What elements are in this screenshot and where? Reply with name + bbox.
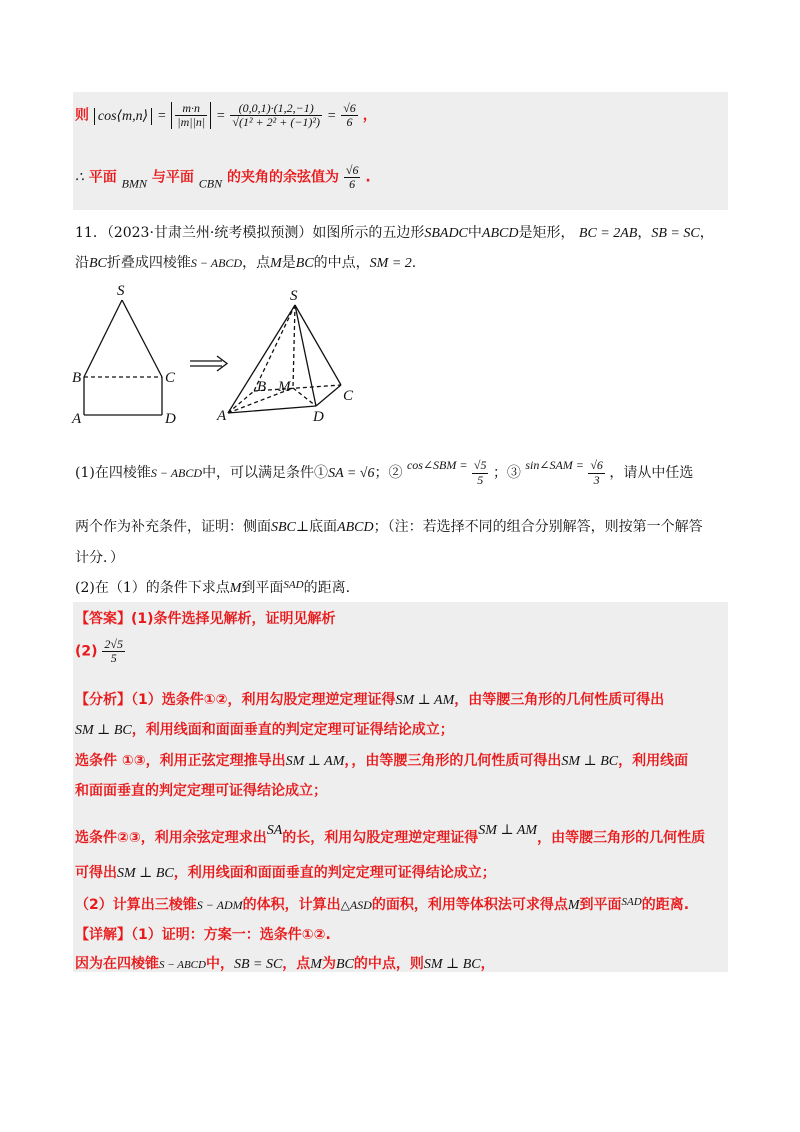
right-edge-sd [295,305,316,406]
frac-cos-sbm: $\frac{√5}{5}$ [473,458,487,487]
problem-line-2: 沿BC折叠成四棱锥S − ABCD，点M是BC的中点，SM = 2. [75,255,417,271]
frac-vectors: $\frac{(0,0,1)\cdot(1,2,-1)}{\text{√(1² + 2² + (−1)²)}}$ [232,101,321,130]
right-edge-sc [295,305,341,385]
analysis-line-2: SM ⊥ BC，利用线面和面面垂直的判定定理可证得结论成立； [75,722,454,738]
label-c-right: C [343,388,354,404]
eq-sign: = [216,108,226,124]
frac-cos-value: $\frac{√6}{6}$ [345,163,359,192]
label-a-right: A [217,408,227,424]
right-edge-sm-dashed [293,305,295,388]
with-plane-text: 与平面 [151,169,194,186]
problem-line-1: 11．（2023·甘肃兰州·统考模拟预测）如图所示的五边形SBADC中ABCD是矩形， BC = 2AB，SB = SC， [75,225,714,241]
plane-cbn: CBN [198,176,223,191]
period: . [365,169,371,186]
question-1-line-1: (1)在四棱锥S − ABCD中，可以满足条件①SA = √6；② cos∠SBM = $\frac{√5}{5}$ ；③ sin∠SAM = $\frac{√6}{3}$ ，请从中任选 [75,458,694,487]
eq-sign: = [326,108,337,124]
right-edge-ad [228,406,316,413]
label-b-left: B [72,370,82,386]
label-b-right: B [257,379,267,395]
answer-line-2: (2) $\frac{2√5}{5}$ [75,637,124,666]
fold-arrow-head [217,356,227,371]
question-1-line-3: 计分．） [75,550,124,566]
plane-text: 平面 [88,169,117,186]
right-edge-dc [316,385,341,406]
frac-answer-2: $\frac{2√5}{5}$ [104,637,124,666]
analysis-line-7: （2）计算出三棱锥S − ADM的体积，计算出△ASD的面积，利用等体积法可求得点M到平面$^{SAD}$的距离. [75,896,690,913]
label-a-left: A [72,411,82,427]
detail-line-2: 因为在四棱锥S − ABCD中，SB = SC，点M为BC的中点，则SM ⊥ BC， [75,956,495,972]
analysis-line-4: 和面面垂直的判定定理可证得结论成立； [75,783,327,799]
label-d-right: D [313,409,324,425]
left-edge-sb [84,300,122,377]
label-s-left: S [117,283,125,299]
frac-mn: $\frac{m\cdot n}{|m||n|}$ [171,102,211,129]
analysis-line-6: 可得出SM ⊥ BC，利用线面和面面垂直的判定定理可证得结论成立； [75,865,496,881]
detail-line-1: 【详解】（1）证明：方案一：选条件①②. [75,927,331,943]
plane-bmn: BMN [121,176,148,191]
conclusion-line [75,164,371,192]
left-edge-sc [122,300,162,377]
label-m-right: M [278,379,291,395]
analysis-line-1: 【分析】（1）选条件①②，利用勾股定理逆定理证得SM ⊥ AM，由等腰三角形的几何性质可得出 [75,692,665,708]
question-2-line: (2)在（1）的条件下求点M到平面$^{SAD}$的距离. [75,579,351,596]
ze-text: 则 [75,107,89,124]
therefore-symbol: ∴ [75,170,84,186]
right-edge-ab-dashed [228,391,254,413]
label-s-right: S [290,288,298,304]
frac-result: $\frac{√6}{6}$ [343,101,356,130]
answer-line-1: 【答案】(1)条件选择见解析，证明见解析 [75,611,336,627]
question-1-line-2: 两个作为补充条件，证明：侧面SBC⊥底面ABCD；（注：若选择不同的组合分别解答，则按第一个解答 [75,519,703,535]
cos-value-text: 的夹角的余弦值为 [226,169,339,186]
frac-sin-sam: $\frac{√6}{3}$ [590,458,603,487]
right-edge-bc-dashed [254,385,341,391]
right-edge-sa [228,305,295,413]
comma: ， [362,107,377,124]
analysis-line-3: 选条件 ①③，利用正弦定理推导出SM ⊥ AM，，由等腰三角形的几何性质可得出SM ⊥ BC，利用线面 [75,753,689,769]
cos-mn: cos⟨m,n⟩ [94,108,152,125]
geometry-figure [0,278,800,438]
cos-formula-line [75,102,377,129]
analysis-line-5: 选条件②③，利用余弦定理求出SA的长，利用勾股定理逆定理证得SM ⊥ AM，由等腰三角形的几何性质 [75,823,706,846]
eq-sign: = [156,108,167,124]
label-d-left: D [165,411,176,427]
label-c-left: C [165,370,176,386]
